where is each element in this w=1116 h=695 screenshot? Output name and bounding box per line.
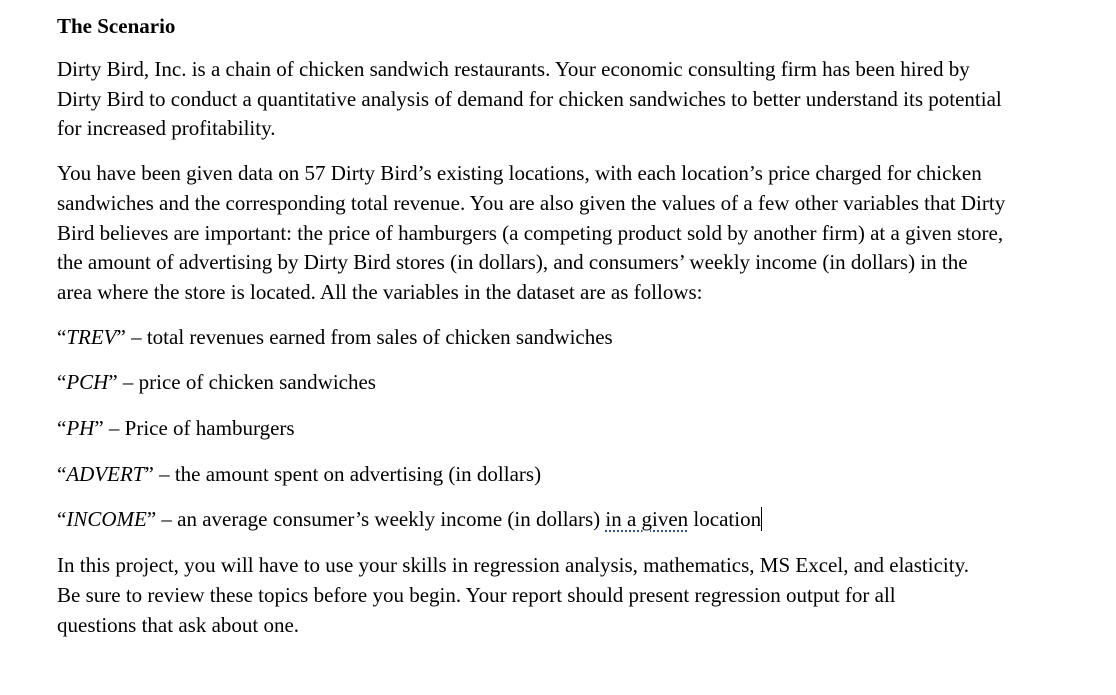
closing-paragraph: In this project, you will have to use your skills in regression analysis, mathematics, MS Excel, and elasticity. Be sure to review these topics before you begin. Your report should present regression output for all questions that ask about one.	[57, 553, 969, 637]
variable-description: – total revenues earned from sales of chicken sandwiches	[125, 324, 613, 349]
open-quote: “	[57, 416, 67, 441]
variable-description: – the amount spent on advertising (in dollars)	[153, 461, 542, 486]
close-quote: ”	[94, 416, 104, 441]
close-quote: ”	[146, 507, 157, 532]
variable-description-tail: location	[688, 507, 762, 532]
open-quote: “	[57, 370, 67, 395]
open-quote: “	[57, 461, 67, 486]
open-quote: “	[57, 507, 67, 532]
close-quote: ”	[116, 324, 126, 349]
document-page	[57, 12, 1067, 655]
variable-ph	[57, 414, 1067, 444]
variable-description: – Price of hamburgers	[103, 416, 295, 441]
variable-description: – an average consumer’s weekly income (in dollars)	[156, 507, 606, 532]
variable-advert	[57, 460, 1067, 490]
intro-paragraph: Dirty Bird, Inc. is a chain of chicken sandwich restaurants. Your economic consulting firm has been hired by Dirty Bird to conduct a quantitative analysis of demand for chicken sandwiches to better understand its potential for increased profitability.	[57, 57, 1002, 141]
grammar-flagged-text[interactable]: in a given	[605, 507, 689, 532]
variable-trev	[57, 323, 1067, 353]
close-quote: ”	[108, 370, 118, 395]
data-paragraph: You have been given data on 57 Dirty Bird’s existing locations, with each location’s price charged for chicken sandwiches and the corresponding total revenue. You are also given the values of a few other variables that Dirty Bird believes are important: the price of hamburgers (a competing product sold by another firm) at a given store, the amount of advertising by Dirty Bird stores (in dollars), and consumers’ weekly income (in dollars) in the area where the store is located. All the variables in the dataset are as follows:	[57, 161, 1006, 304]
variable-name: PH	[66, 416, 95, 441]
variable-name: ADVERT	[66, 461, 145, 486]
variable-name: PCH	[66, 370, 109, 395]
variable-pch	[57, 368, 1067, 398]
variable-name: INCOME	[66, 507, 147, 532]
scenario-heading: The Scenario	[57, 14, 176, 38]
variable-description: – price of chicken sandwiches	[117, 370, 376, 395]
open-quote: “	[57, 324, 67, 349]
text-cursor	[761, 507, 762, 531]
variable-name: TREV	[66, 324, 117, 349]
variable-income[interactable]	[57, 505, 1067, 535]
close-quote: ”	[144, 461, 154, 486]
